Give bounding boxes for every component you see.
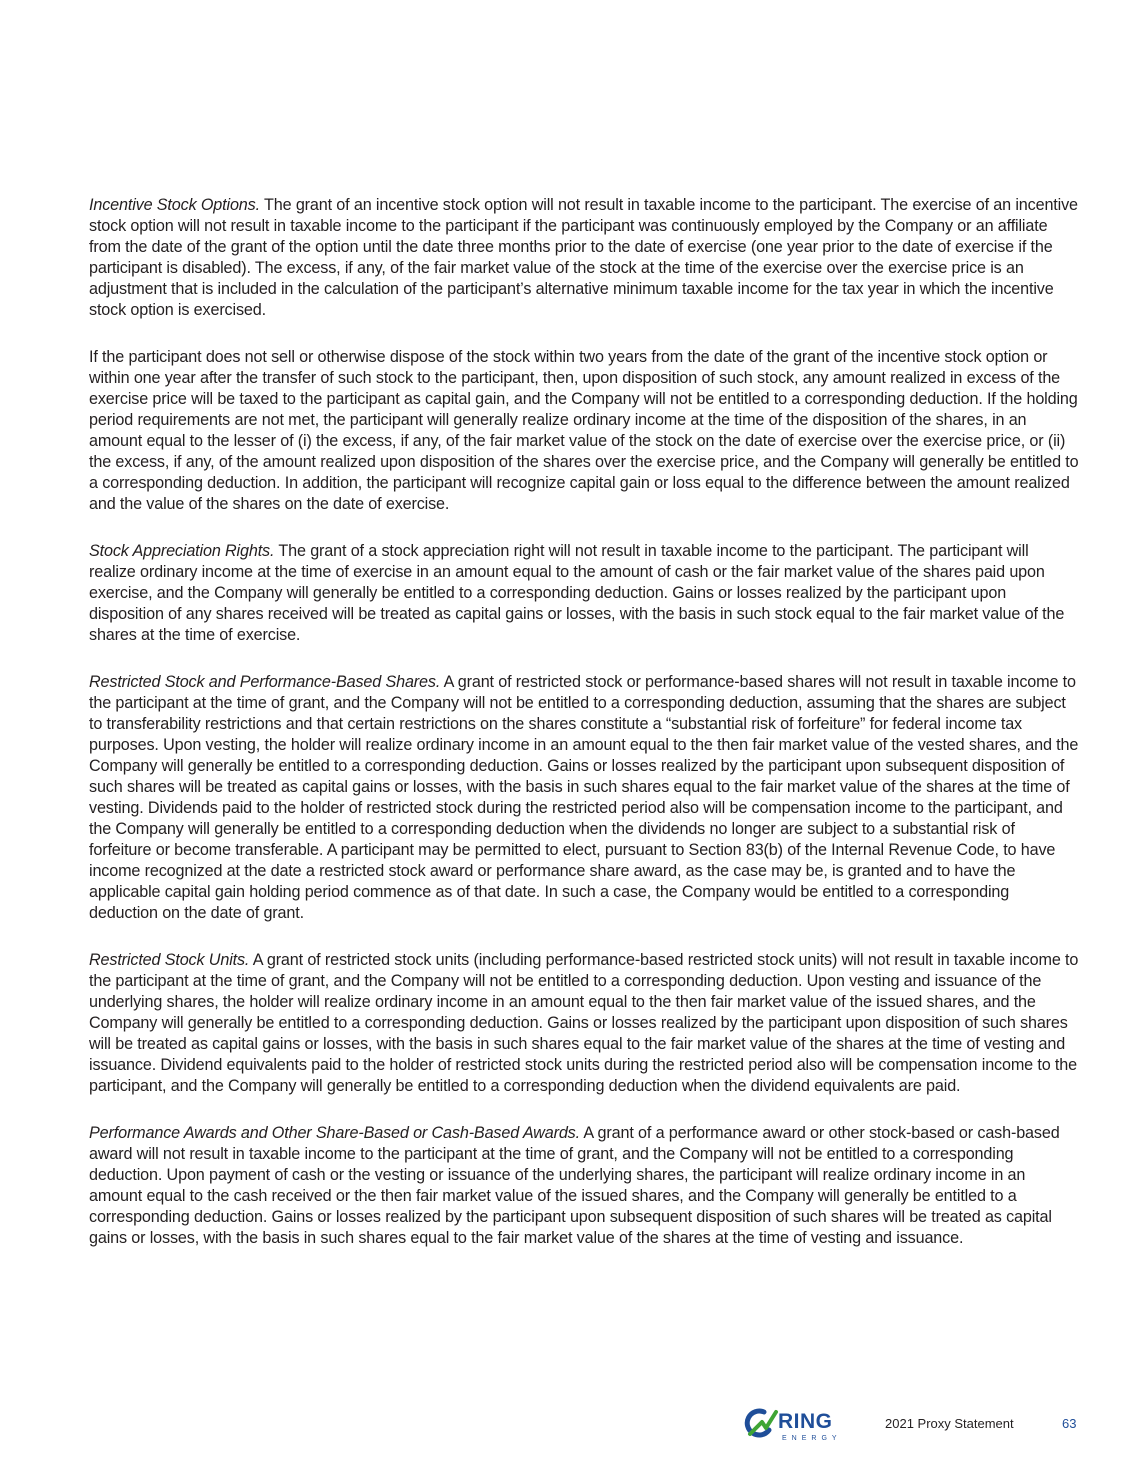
- paragraph-incentive-stock-options: [89, 195, 1079, 321]
- paragraph-heading: Incentive Stock Options.: [89, 196, 260, 214]
- ring-energy-logo: [742, 1406, 862, 1442]
- paragraph-text: A grant of restricted stock units (including performance-based restricted stock units) will not result in taxable income to the participant at the time of grant, and the Company will not be entitled to a corresponding deduction. Upon vesting and issuance of the underlying shares, the holder will realize ordinary income in an amount equal to the then fair market value of the issued shares, and the Company will generally be entitled to a corresponding deduction. Gains or losses realized by the participant upon disposition of such shares will be treated as capital gains or losses, with the basis in such shares equal to the fair market value of the shares at the time of vesting and issuance. Dividend equivalents paid to the holder of restricted stock units during the restricted period also will be compensation income to the participant, and the Company will generally be entitled to a corresponding deduction when the dividend equivalents are paid.: [89, 951, 1079, 1095]
- paragraph-text: If the participant does not sell or otherwise dispose of the stock within two years from the date of the grant of the incentive stock option or within one year after the transfer of such stock to the participant, then, upon disposition of such stock, any amount realized in excess of the exercise price will be taxed to the participant as capital gain, and the Company will not be entitled to a corresponding deduction. If the holding period requirements are not met, the participant will generally realize ordinary income at the time of the disposition of the shares, in an amount equal to the lesser of (i) the excess, if any, of the fair market value of the stock on the date of exercise over the exercise price, or (ii) the excess, if any, of the amount realized upon disposition of the shares over the exercise price, and the Company will generally be entitled to a corresponding deduction. In addition, the participant will recognize capital gain or loss equal to the difference between the amount realized and the value of the shares on the date of exercise.: [89, 348, 1079, 513]
- paragraph-restricted-stock: [89, 672, 1079, 924]
- paragraph-heading: Performance Awards and Other Share-Based or Cash-Based Awards.: [89, 1124, 580, 1142]
- paragraph-heading: Restricted Stock Units.: [89, 951, 250, 969]
- page-footer: [742, 1406, 1082, 1446]
- paragraph-heading: Stock Appreciation Rights.: [89, 542, 275, 560]
- document-body: [89, 195, 1079, 1275]
- paragraph-restricted-stock-units: [89, 950, 1079, 1097]
- paragraph-text: The grant of an incentive stock option will not result in taxable income to the participant. The exercise of an incentive stock option will not result in taxable income to the participant if the participant was continuously employed by the Company or an affiliate from the date of the grant of the option until the date three months prior to the date of exercise (one year prior to the date of exercise if the participant is disabled). The excess, if any, of the fair market value of the stock at the time of the exercise over the exercise price is an adjustment that is included in the calculation of the participant’s alternative minimum taxable income for the tax year in which the incentive stock option is exercised.: [89, 196, 1078, 319]
- paragraph-stock-appreciation-rights: [89, 541, 1079, 646]
- paragraph-disposition: [89, 347, 1079, 515]
- logo-word: RING: [778, 1410, 833, 1433]
- paragraph-text: The grant of a stock appreciation right will not result in taxable income to the participant. The participant will realize ordinary income at the time of exercise in an amount equal to the amount of cash or the fair market value of the shares paid upon exercise, and the Company will generally be entitled to a corresponding deduction. Gains or losses realized by the participant upon disposition of any shares received will be treated as capital gains or losses, with the basis in such stock equal to the fair market value of the shares at the time of exercise.: [89, 542, 1065, 644]
- logo-subtitle: ENERGY: [782, 1435, 842, 1442]
- document-title: 2021 Proxy Statement: [885, 1416, 1014, 1431]
- page-number: 63: [1062, 1416, 1077, 1431]
- paragraph-text: A grant of a performance award or other stock-based or cash-based award will not result in taxable income to the participant at the time of grant, and the Company will not be entitled to a corresponding deduction. Upon payment of cash or the vesting or issuance of the underlying shares, the participant will realize ordinary income in an amount equal to the cash received or the then fair market value of the issued shares, and the Company will generally be entitled to a corresponding deduction. Gains or losses realized by the participant upon subsequent disposition of such shares will be treated as capital gains or losses, with the basis in such shares equal to the fair market value of the shares at the time of vesting and issuance.: [89, 1124, 1060, 1247]
- paragraph-performance-awards: [89, 1123, 1079, 1249]
- paragraph-text: A grant of restricted stock or performance-based shares will not result in taxable income to the participant at the time of grant, and the Company will not be entitled to a corresponding deduction, assuming that the shares are subject to transferability restrictions and that certain restrictions on the shares constitute a “substantial risk of forfeiture” for federal income tax purposes. Upon vesting, the holder will realize ordinary income in an amount equal to the then fair market value of the vested shares, and the Company will generally be entitled to a corresponding deduction. Gains or losses realized by the participant upon subsequent disposition of such shares will be treated as capital gains or losses, with the basis in such shares equal to the fair market value of the shares at the time of vesting. Dividends paid to the holder of restricted stock during the restricted period also will be compensation income to the participant, and the Company will generally be entitled to a corresponding deduction when the dividends no longer are subject to a substantial risk of forfeiture or become transferable. A participant may be permitted to elect, pursuant to Section 83(b) of the Internal Revenue Code, to have income recognized at the date a restricted stock award or performance share award, as the case may be, is granted and to have the applicable capital gain holding period commence as of that date. In such a case, the Company would be entitled to a corresponding deduction on the date of grant.: [89, 673, 1079, 922]
- paragraph-heading: Restricted Stock and Performance-Based Shares.: [89, 673, 441, 691]
